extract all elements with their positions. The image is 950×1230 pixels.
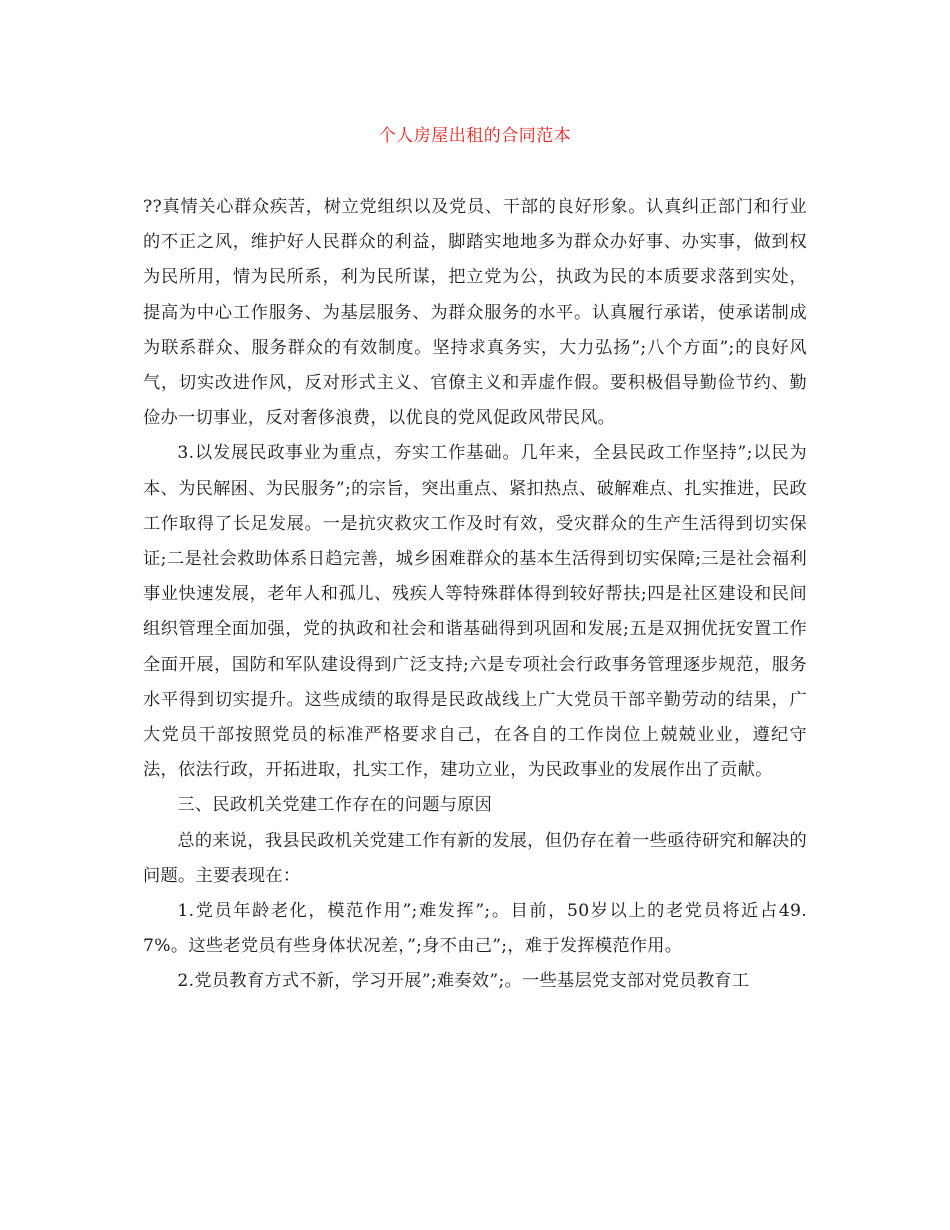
body-paragraph-1: ??真情关心群众疾苦，树立党组织以及党员、干部的良好形象。认真纠正部门和行业的不正之风，维护好人民群众的利益，脚踏实地地多为群众办好事、办实事，做到权为民所用，情为民所系，利为民所谋，把立党为公，执政为民的本质要求落到实处，提高为中心工作服务、为基层服务、为群众服务的水平。认真履行承诺，使承诺制成为联系群众、服务群众的有效制度。坚持求真务实，大力弘扬”;八个方面”;的良好风气，切实改进作风，反对形式主义、官僚主义和弄虚作假。要积极倡导勤俭节约、勤俭办一切事业，反对奢侈浪费，以优良的党风促政风带民风。	[143, 197, 807, 429]
body-paragraph-5: 1.党员年龄老化，模范作用”;难发挥”;。目前，50岁以上的老党员将近占49.7%。这些老党员有些身体状况差，”;身不由己”;，难于发挥模范作用。	[143, 901, 807, 957]
body-paragraph-2: 3.以发展民政事业为重点，夯实工作基础。几年来，全县民政工作坚持”;以民为本、为民解困、为民服务”;的宗旨，突出重点、紧扣热点、破解难点、扎实推进，民政工作取得了长足发展。一是抗灾救灾工作及时有效，受灾群众的生产生活得到切实保证;二是社会救助体系日趋完善，城乡困难群众的基本生活得到切实保障;三是社会福利事业快速发展，老年人和孤儿、残疾人等特殊群体得到较好帮扶;四是社区建设和民间组织管理全面加强，党的执政和社会和谐基础得到巩固和发展;五是双拥优抚安置工作全面开展，国防和军队建设得到广泛支持;六是专项社会行政事务管理逐步规范，服务水平得到切实提升。这些成绩的取得是民政战线上广大党员干部辛勤劳动的结果，广大党员干部按照党员的标准严格要求自己，在各自的工作岗位上兢兢业业，遵纪守法，依法行政，开拓进取，扎实工作，建功立业，为民政事业的发展作出了贡献。	[143, 443, 807, 781]
body-paragraph-4: 总的来说，我县民政机关党建工作有新的发展，但仍存在着一些亟待研究和解决的问题。主要表现在：	[143, 830, 807, 886]
document-title: 个人房屋出租的合同范本	[378, 126, 572, 146]
body-paragraph-6: 2.党员教育方式不新，学习开展”;难奏效”;。一些基层党支部对党员教育工	[177, 971, 750, 992]
document-body	[143, 190, 807, 1000]
section-heading-3: 三、民政机关党建工作存在的问题与原因	[177, 795, 493, 816]
